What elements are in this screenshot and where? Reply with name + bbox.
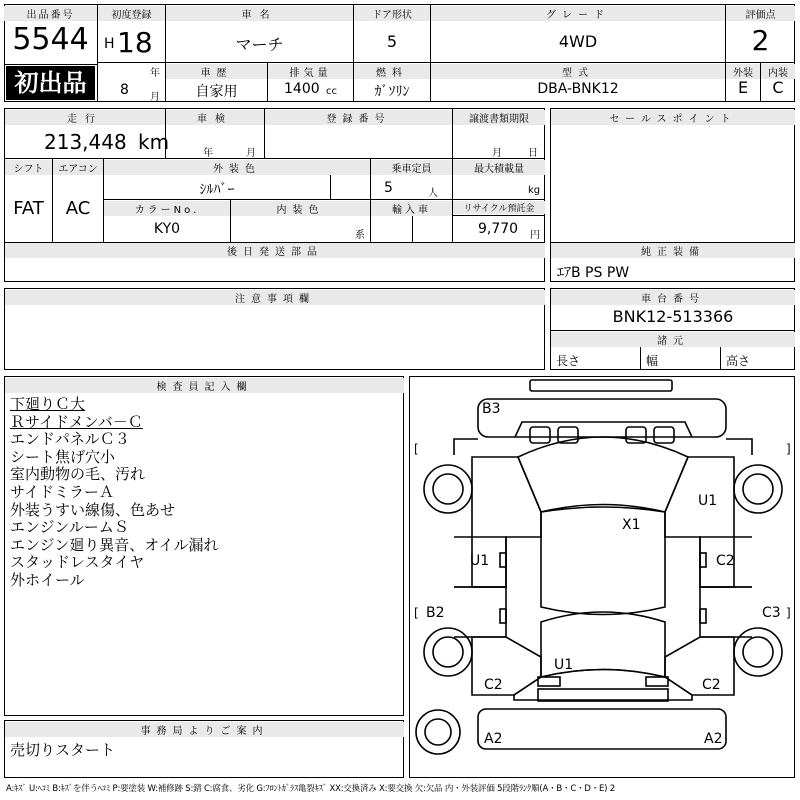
sales-point-box [550, 108, 795, 243]
inspector-line: 室内動物の毛、汚れ [10, 465, 146, 484]
color-no-value: KY0 [153, 221, 181, 237]
lot-number-label: 出品番号 [4, 6, 97, 21]
ext-color-value: ｼﾙﾊﾞｰ [199, 182, 235, 198]
interior-grade: C [772, 78, 784, 97]
load-unit: kg [528, 185, 541, 196]
displacement-value: 1400 [284, 81, 320, 97]
recycle-unit: 円 [530, 230, 540, 241]
damage-diagram [409, 376, 795, 778]
damage-mark: U1 [554, 657, 574, 673]
inspector-line: 下廻りＣ大 [10, 395, 86, 413]
fuel-value: ｶﾞｿﾘﾝ [374, 84, 410, 100]
chassis-number: BNK12-513366 [612, 307, 734, 326]
era: H [104, 36, 115, 52]
damage-mark: A2 [484, 731, 503, 747]
model-label: 型式 [431, 64, 725, 79]
length-label: 長さ [556, 354, 581, 368]
displacement-unit: cc [326, 86, 337, 97]
office-label: 事務局よりご案内 [5, 722, 404, 737]
damage-mark: C2 [702, 677, 721, 693]
year-unit: 年 [150, 68, 160, 79]
first-listing-badge: 初出品 [6, 66, 95, 100]
fuel-label: 燃料 [354, 64, 430, 79]
interior-label: 内装 [761, 64, 795, 79]
height-label: 高さ [726, 354, 751, 368]
sales-point-label: セールスポイント [551, 110, 795, 125]
vehicle-info-table [4, 108, 545, 243]
score-value: 2 [751, 24, 770, 57]
inspector-line: 外装うすい線傷、色あせ [10, 500, 176, 519]
aircon-label: エアコン [53, 160, 103, 175]
inspector-line: 外ホイール [10, 570, 85, 589]
recycle-value: 9,770 [478, 221, 519, 237]
reg-number-label: 登録番号 [265, 110, 452, 125]
ext-color-label: 外装色 [104, 160, 370, 175]
mileage-value: 213,448 [44, 130, 127, 154]
inspector-line: サイドミラーＡ [10, 482, 114, 501]
damage-mark: X1 [622, 517, 641, 533]
damage-mark: B2 [426, 605, 445, 621]
damage-mark: B3 [482, 401, 501, 417]
transfer-doc-label: 譲渡書類期限 [453, 110, 545, 125]
genuine-equipment-label: 純正装備 [551, 243, 795, 258]
mileage-label: 走行 [5, 110, 165, 125]
exterior-grade: E [737, 78, 749, 97]
lot-number: 5544 [12, 22, 89, 57]
grade-value: 4WD [558, 32, 598, 51]
svg-text:]: ] [786, 442, 791, 456]
inspector-line: スタッドレスタイヤ [10, 553, 145, 572]
damage-mark: A2 [704, 731, 723, 747]
genuine-equipment-value: ｴｱB PS PW [557, 265, 630, 281]
first-reg-year: 18 [117, 26, 153, 59]
shift-label: シフト [5, 160, 52, 175]
shift-value: FAT [13, 198, 44, 219]
recycle-label: リサイクル預託金 [453, 201, 545, 214]
damage-mark: C3 [762, 605, 781, 621]
transfer-month-unit: 月 [492, 148, 502, 159]
int-color-suffix: 系 [355, 230, 365, 241]
capacity-unit: 人 [428, 188, 438, 199]
door-count: 5 [386, 32, 398, 51]
svg-text:[: [ [414, 442, 419, 456]
damage-mark: C2 [716, 553, 735, 569]
aircon-value: AC [65, 198, 91, 219]
grade-label: グレード [431, 6, 725, 21]
damage-mark: U1 [698, 493, 718, 509]
svg-text:[: [ [414, 606, 419, 620]
door-label: ドア形状 [354, 6, 430, 21]
inspector-line: Ｒサイドメンバ－Ｃ [10, 412, 143, 431]
capacity-label: 乗車定員 [371, 160, 452, 175]
first-reg-label: 初度登録 [98, 6, 165, 21]
model-code: DBA-BNK12 [537, 81, 619, 97]
score-label: 評価点 [726, 6, 795, 21]
first-reg-month: 8 [120, 82, 129, 98]
history-value: 自家用 [195, 84, 238, 100]
max-load-label: 最大積載量 [453, 160, 545, 175]
color-no-label: カラーNo. [104, 201, 230, 216]
shipping-parts-label: 後日発送部品 [5, 243, 545, 258]
office-value: 売切りスタート [10, 741, 116, 759]
inspector-notes [10, 396, 219, 590]
inspector-label: 検査員記入欄 [5, 378, 404, 393]
history-label: 車歴 [166, 64, 267, 79]
inspection-label: 車検 [166, 110, 264, 125]
inspector-line: シート焦げ穴小 [10, 447, 116, 466]
damage-mark: U1 [470, 553, 490, 569]
car-outline-diagram [410, 377, 796, 779]
chassis-label: 車台番号 [551, 290, 795, 305]
mileage-unit: km [138, 130, 170, 154]
car-name-label: 車名 [166, 6, 353, 21]
notes-label: 注意事項欄 [5, 290, 545, 305]
displacement-label: 排気量 [268, 64, 353, 79]
inspector-line: エンドパネルＣ３ [10, 430, 130, 449]
transfer-day-unit: 日 [528, 148, 538, 159]
width-label: 幅 [646, 354, 659, 368]
month-unit: 月 [150, 92, 160, 103]
inspection-month-unit: 月 [246, 148, 256, 159]
int-color-label: 内装色 [231, 201, 370, 216]
damage-mark: C2 [484, 677, 503, 693]
legend-text: A:ｷｽﾞ U:ﾍｺﾐ B:ｷｽﾞを伴うﾍｺﾐ P:要塗装 W:補修跡 S:錆 C:腐食、劣化 G:ﾌﾛﾝﾄｶﾞﾗｽ亀裂ｷｽﾞ XX:交換済み X:要交換 欠:欠品 内・外装評価 5段階ﾗﾝｸ順(A・B・C・D・E) 2 [6, 784, 616, 794]
capacity-value: 5 [384, 180, 393, 196]
dims-label: 諸元 [551, 332, 795, 347]
inspector-line: エンジンルームＳ [10, 518, 129, 537]
svg-text:]: ] [786, 606, 791, 620]
inspector-line: エンジン廻り異音、オイル漏れ [10, 535, 219, 554]
inspection-year-unit: 年 [203, 148, 213, 159]
import-label: 輸入車 [371, 201, 452, 216]
exterior-label: 外装 [726, 64, 760, 79]
car-name: マーチ [235, 35, 284, 54]
